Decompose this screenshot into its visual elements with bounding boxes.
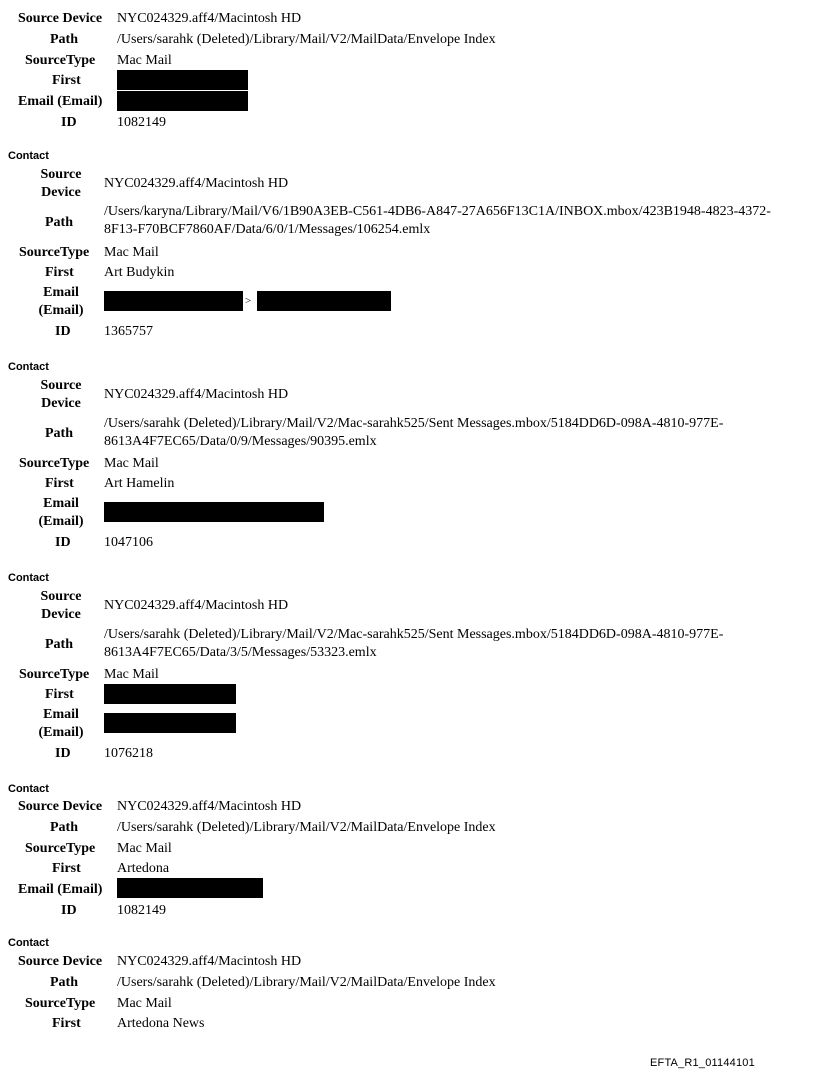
source-type-label: SourceType bbox=[25, 53, 96, 68]
path-value: /Users/sarahk (Deleted)/Library/Mail/V2/Mac-sarahk525/Sent Messages.mbox/5184DD6D-098A-4810-977E-8613A4F7EC65/Data/0/9/Messages/90395.emlx bbox=[104, 416, 724, 449]
first-value: Artedona News bbox=[117, 1016, 205, 1031]
id-value: 1082149 bbox=[117, 903, 166, 918]
email-label bbox=[32, 706, 90, 742]
path-value: /Users/karyna/Library/Mail/V6/1B90A3EB-C561-4DB6-A847-27A656F13C1A/INBOX.mbox/423B1948-4823-4372-8F13-F70BCF7860AF/Data/6/0/1/Messages/106254.emlx bbox=[104, 204, 771, 237]
source-label: Source bbox=[40, 378, 82, 393]
device-label: Device bbox=[41, 396, 81, 411]
contact-header: Contact bbox=[8, 937, 49, 949]
path-value: /Users/sarahk (Deleted)/Library/Mail/V2/MailData/Envelope Index bbox=[117, 820, 496, 835]
path-label: Path bbox=[50, 820, 78, 835]
source-device-value: NYC024329.aff4/Macintosh HD bbox=[117, 11, 302, 26]
first-label: First bbox=[45, 476, 74, 491]
path-value: /Users/sarahk (Deleted)/Library/Mail/V2/MailData/Envelope Index bbox=[117, 32, 496, 47]
path-value: /Users/sarahk (Deleted)/Library/Mail/V2/MailData/Envelope Index bbox=[117, 975, 496, 990]
email-label-line1: Email bbox=[43, 496, 79, 511]
first-label: First bbox=[52, 861, 81, 876]
email-label-line1: Email bbox=[43, 707, 79, 722]
source-device-value: NYC024329.aff4/Macintosh HD bbox=[104, 176, 289, 191]
source-type-value: Mac Mail bbox=[117, 841, 172, 856]
email-label: Email (Email) bbox=[18, 94, 103, 109]
redaction-bar bbox=[104, 713, 236, 733]
id-value: 1047106 bbox=[104, 535, 153, 550]
email-label-line2: (Email) bbox=[38, 725, 84, 740]
path-label: Path bbox=[45, 426, 73, 441]
source-device-value: NYC024329.aff4/Macintosh HD bbox=[104, 387, 289, 402]
contact-header: Contact bbox=[8, 783, 49, 795]
email-label bbox=[32, 284, 90, 320]
source-type-label: SourceType bbox=[19, 245, 90, 260]
redaction-bar bbox=[104, 291, 243, 311]
source-label: Source bbox=[40, 167, 82, 182]
source-type-label: SourceType bbox=[19, 456, 90, 471]
redaction-bar bbox=[117, 878, 263, 898]
email-label bbox=[32, 495, 90, 531]
redaction-bar bbox=[104, 502, 324, 522]
first-value: Art Budykin bbox=[104, 265, 175, 280]
id-label: ID bbox=[55, 746, 71, 761]
redaction-bar bbox=[104, 684, 236, 704]
id-label: ID bbox=[61, 903, 77, 918]
first-label: First bbox=[45, 265, 74, 280]
first-label: First bbox=[52, 73, 81, 88]
id-value: 1082149 bbox=[117, 115, 166, 130]
source-type-label: SourceType bbox=[25, 841, 96, 856]
redaction-bar bbox=[257, 291, 391, 311]
path-label: Path bbox=[50, 975, 78, 990]
first-label: First bbox=[52, 1016, 81, 1031]
id-label: ID bbox=[61, 115, 77, 130]
source-type-label: SourceType bbox=[25, 996, 96, 1011]
first-value: Artedona bbox=[117, 861, 170, 876]
path-label: Path bbox=[45, 637, 73, 652]
source-device-label bbox=[30, 166, 92, 202]
bates-number: EFTA_R1_01144101 bbox=[650, 1057, 755, 1069]
source-device-value: NYC024329.aff4/Macintosh HD bbox=[117, 799, 302, 814]
email-label-line2: (Email) bbox=[38, 514, 84, 529]
redaction-bar bbox=[117, 91, 248, 111]
id-label: ID bbox=[55, 535, 71, 550]
source-type-value: Mac Mail bbox=[117, 996, 172, 1011]
id-value: 1076218 bbox=[104, 746, 153, 761]
id-label: ID bbox=[55, 324, 71, 339]
contact-header: Contact bbox=[8, 150, 49, 162]
redaction-bar bbox=[117, 70, 248, 90]
source-label: Source bbox=[40, 589, 82, 604]
email-label: Email (Email) bbox=[18, 882, 103, 897]
device-label: Device bbox=[41, 185, 81, 200]
email-label-line2: (Email) bbox=[38, 303, 84, 318]
path-value: /Users/sarahk (Deleted)/Library/Mail/V2/Mac-sarahk525/Sent Messages.mbox/5184DD6D-098A-4810-977E-8613A4F7EC65/Data/3/5/Messages/53323.emlx bbox=[104, 627, 724, 660]
source-device-value: NYC024329.aff4/Macintosh HD bbox=[104, 598, 289, 613]
path-label: Path bbox=[50, 32, 78, 47]
path-label: Path bbox=[45, 215, 73, 230]
source-device-value: NYC024329.aff4/Macintosh HD bbox=[117, 954, 302, 969]
contact-header: Contact bbox=[8, 361, 49, 373]
source-type-value: Mac Mail bbox=[104, 667, 159, 682]
first-value: Art Hamelin bbox=[104, 476, 175, 491]
source-device-label bbox=[30, 377, 92, 413]
source-type-value: Mac Mail bbox=[104, 245, 159, 260]
email-label-line1: Email bbox=[43, 285, 79, 300]
first-label: First bbox=[45, 687, 74, 702]
contact-header: Contact bbox=[8, 572, 49, 584]
source-type-label: SourceType bbox=[19, 667, 90, 682]
source-device-label: Source Device bbox=[18, 954, 103, 969]
email-separator: > bbox=[245, 295, 252, 307]
source-type-value: Mac Mail bbox=[117, 53, 172, 68]
id-value: 1365757 bbox=[104, 324, 153, 339]
source-device-label: Source Device bbox=[18, 799, 103, 814]
device-label: Device bbox=[41, 607, 81, 622]
source-device-label: Source Device bbox=[18, 11, 103, 26]
source-type-value: Mac Mail bbox=[104, 456, 159, 471]
source-device-label bbox=[30, 588, 92, 624]
